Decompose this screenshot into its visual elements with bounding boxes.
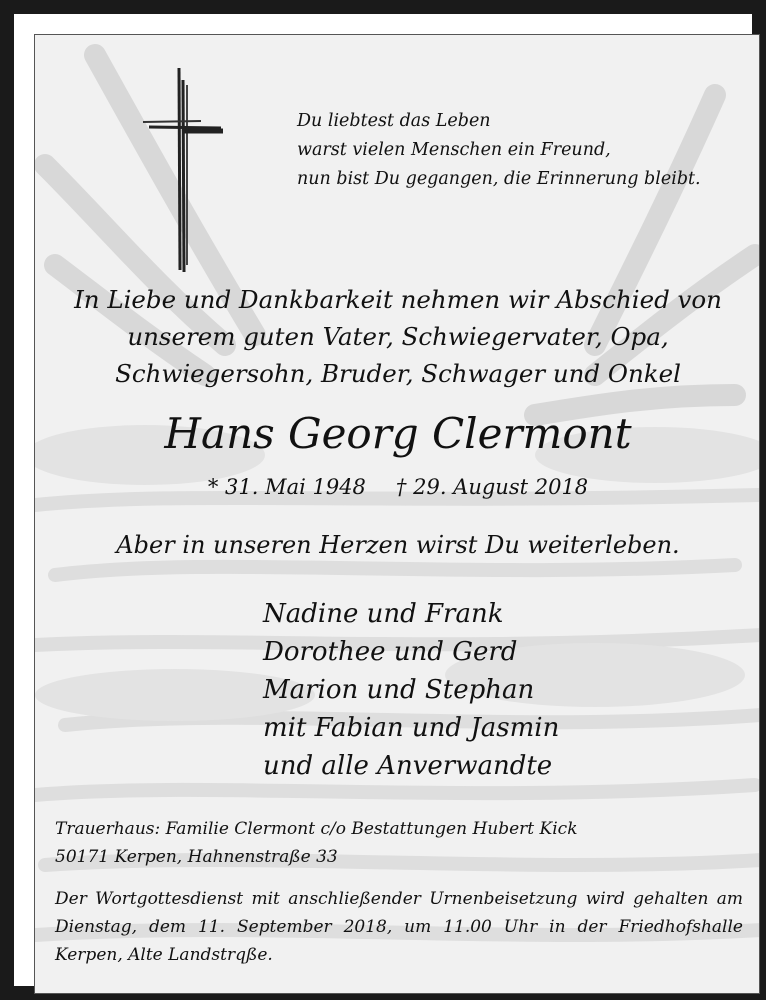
mourners-list [263,595,559,785]
birth-date: * 31. Mai 1948 [207,475,366,499]
deceased-name: Hans Georg Clermont [164,409,632,458]
intro-line: unserem guten Vater, Schwiegervater, Opa, [127,322,669,351]
mourner-line: mit Fabian und Jasmin [263,713,560,743]
poem [297,107,701,194]
poem-line: Du liebtest das Leben [297,111,491,131]
cross-icon [139,65,229,275]
mourner-line: Nadine und Frank [263,599,504,629]
mourner-line: Marion und Stephan [263,675,535,705]
life-dates [35,475,760,499]
mourner-line: Dorothee und Gerd [263,637,518,667]
intro-line: Schwiegersohn, Bruder, Schwager und Onkel [115,359,681,388]
remembrance-quote: Aber in unseren Herzen wirst Du weiterleben. [116,531,680,559]
service-announcement: Der Wortgottesdienst mit anschließender Urnenbeisetzung wird gehalten am Dienstag, dem 11. September 2018, um 11.00 Uhr in der Friedhofshalle Kerpen, Alte Landstrqße. [55,889,743,965]
intro-text [35,281,760,392]
mourner-line: und alle Anverwandte [263,751,553,781]
address-line: 50171 Kerpen, Hahnenstraße 33 [55,847,338,867]
intro-line: In Liebe und Dankbarkeit nehmen wir Abschied von [74,285,722,314]
address-line: Trauerhaus: Familie Clermont c/o Bestattungen Hubert Kick [55,819,578,839]
poem-line: warst vielen Menschen ein Freund, [297,140,611,160]
poem-line: nun bist Du gegangen, die Erinnerung bleibt. [297,169,701,189]
mourning-house-address [55,815,578,871]
notice-panel [34,34,760,994]
death-date: † 29. August 2018 [395,475,589,499]
